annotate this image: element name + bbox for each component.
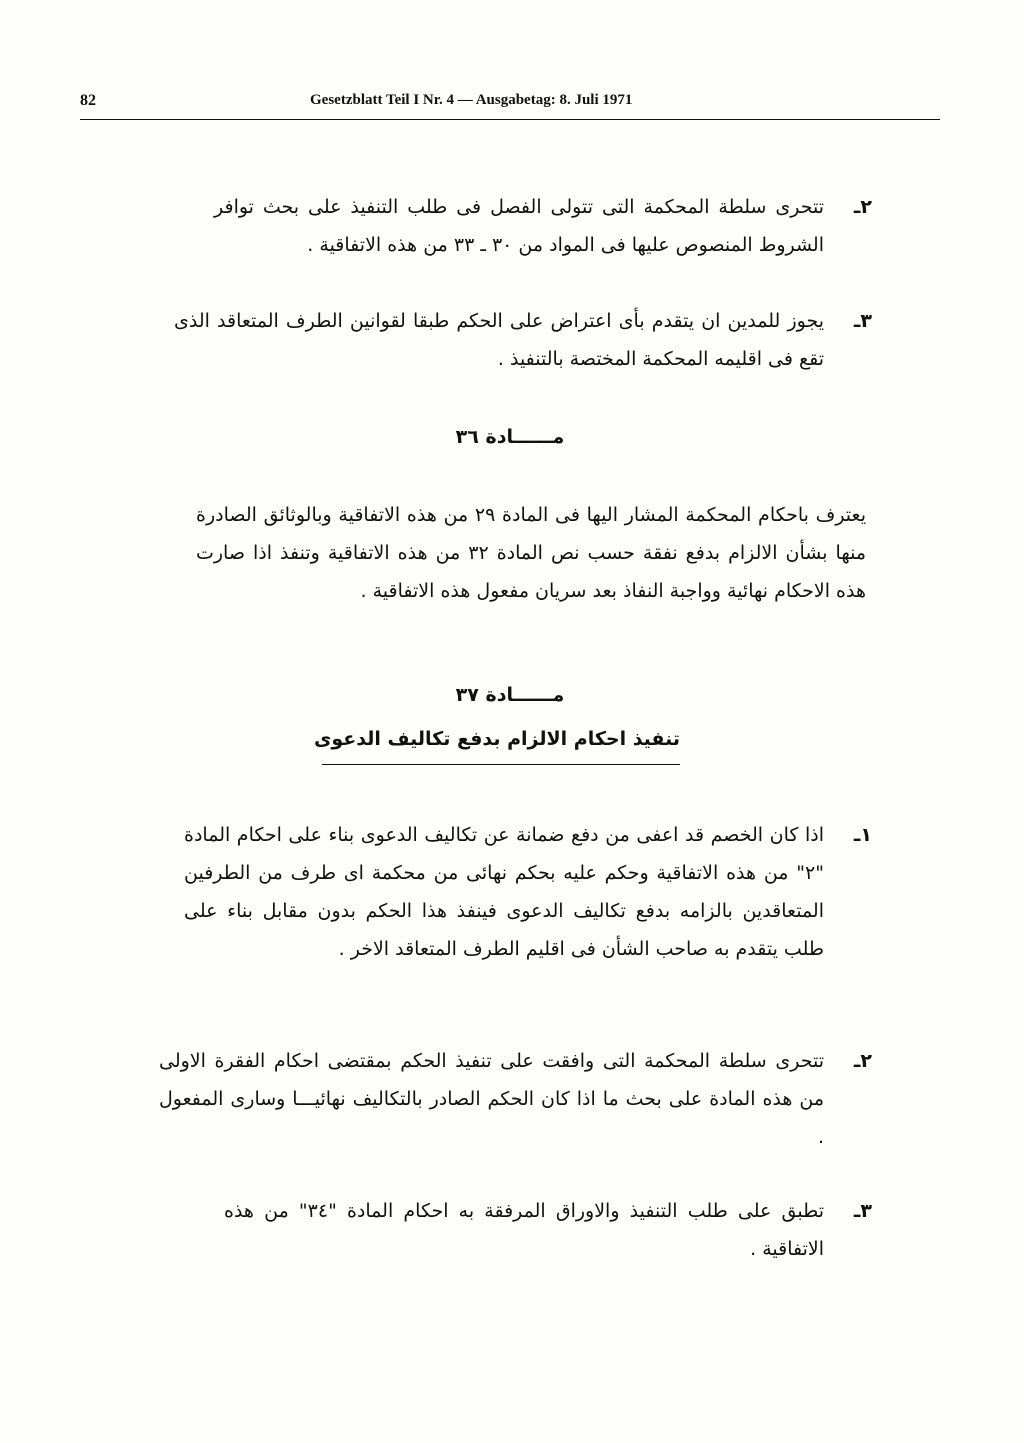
title-underline bbox=[322, 764, 680, 765]
paragraph-text: يجوز للمدين ان يتقدم بأى اعتراض على الحكم طبقا لقوانين الطرف المتعاقد الذى تقع فى اقليمه المحكمة المختصة بالتنفيذ . bbox=[174, 310, 824, 370]
paragraph-text: تطبق على طلب التنفيذ والاوراق المرفقة به احكام المادة "٣٤" من هذه الاتفاقية . bbox=[224, 1200, 825, 1260]
article-37-title: تنفيذ احكام الالزام بدفع تكاليف الدعوى bbox=[313, 728, 680, 750]
header-rule bbox=[80, 119, 940, 120]
article-37-item-1 bbox=[184, 816, 872, 968]
paragraph-item-3-top bbox=[174, 302, 872, 378]
article-37-heading: مــــــادة ٣٧ bbox=[455, 684, 565, 706]
article-36-text: يعترف باحكام المحكمة المشار اليها فى المادة ٢٩ من هذه الاتفاقية وبالوثائق الصادرة منها بشأن الالزام بدفع نفقة حسب نص المادة ٣٢ من هذه الاتفاقية وتنفذ اذا صارت هذه الاحكام نهائية وواجبة النفاذ بعد سريان مفعول هذه الاتفاقية . bbox=[196, 504, 866, 602]
running-head: Gesetzblatt Teil I Nr. 4 — Ausgabetag: 8. Juli 1971 bbox=[310, 92, 633, 108]
item-number: ٢ـ bbox=[853, 196, 872, 218]
item-number: ٣ـ bbox=[853, 1200, 872, 1222]
article-37-item-3 bbox=[224, 1192, 872, 1268]
item-number: ٢ـ bbox=[853, 1050, 872, 1072]
paragraph-item-2-top bbox=[214, 188, 872, 264]
paragraph-text: اذا كان الخصم قد اعفى من دفع ضمانة عن تكاليف الدعوى بناء على احكام المادة "٢" من هذه الاتفاقية وحكم عليه بحكم نهائى من محكمة اى طرف من الطرفين المتعاقدين بالزامه بدفع تكاليف الدعوى فينفذ هذا الحكم بدون مقابل بناء على طلب يتقدم به صاحب الشأن فى اقليم الطرف المتعاقد الاخر . bbox=[184, 824, 824, 960]
paragraph-text: تتحرى سلطة المحكمة التى وافقت على تنفيذ الحكم بمقتضى احكام الفقرة الاولى من هذه المادة على بحث ما اذا كان الحكم الصادر بالتكاليف نهائيـــا وسارى المفعول . bbox=[159, 1050, 824, 1148]
paragraph-text: تتحرى سلطة المحكمة التى تتولى الفصل فى طلب التنفيذ على بحث توافر الشروط المنصوص عليها فى المواد من ٣٠ ـ ٣٣ من هذه الاتفاقية . bbox=[214, 196, 824, 256]
item-number: ١ـ bbox=[853, 824, 872, 846]
page-header bbox=[80, 90, 940, 118]
article-36-heading: مــــــادة ٣٦ bbox=[455, 426, 565, 448]
item-number: ٣ـ bbox=[853, 310, 872, 332]
page-number: 82 bbox=[80, 92, 96, 109]
article-37-item-2 bbox=[159, 1042, 872, 1156]
